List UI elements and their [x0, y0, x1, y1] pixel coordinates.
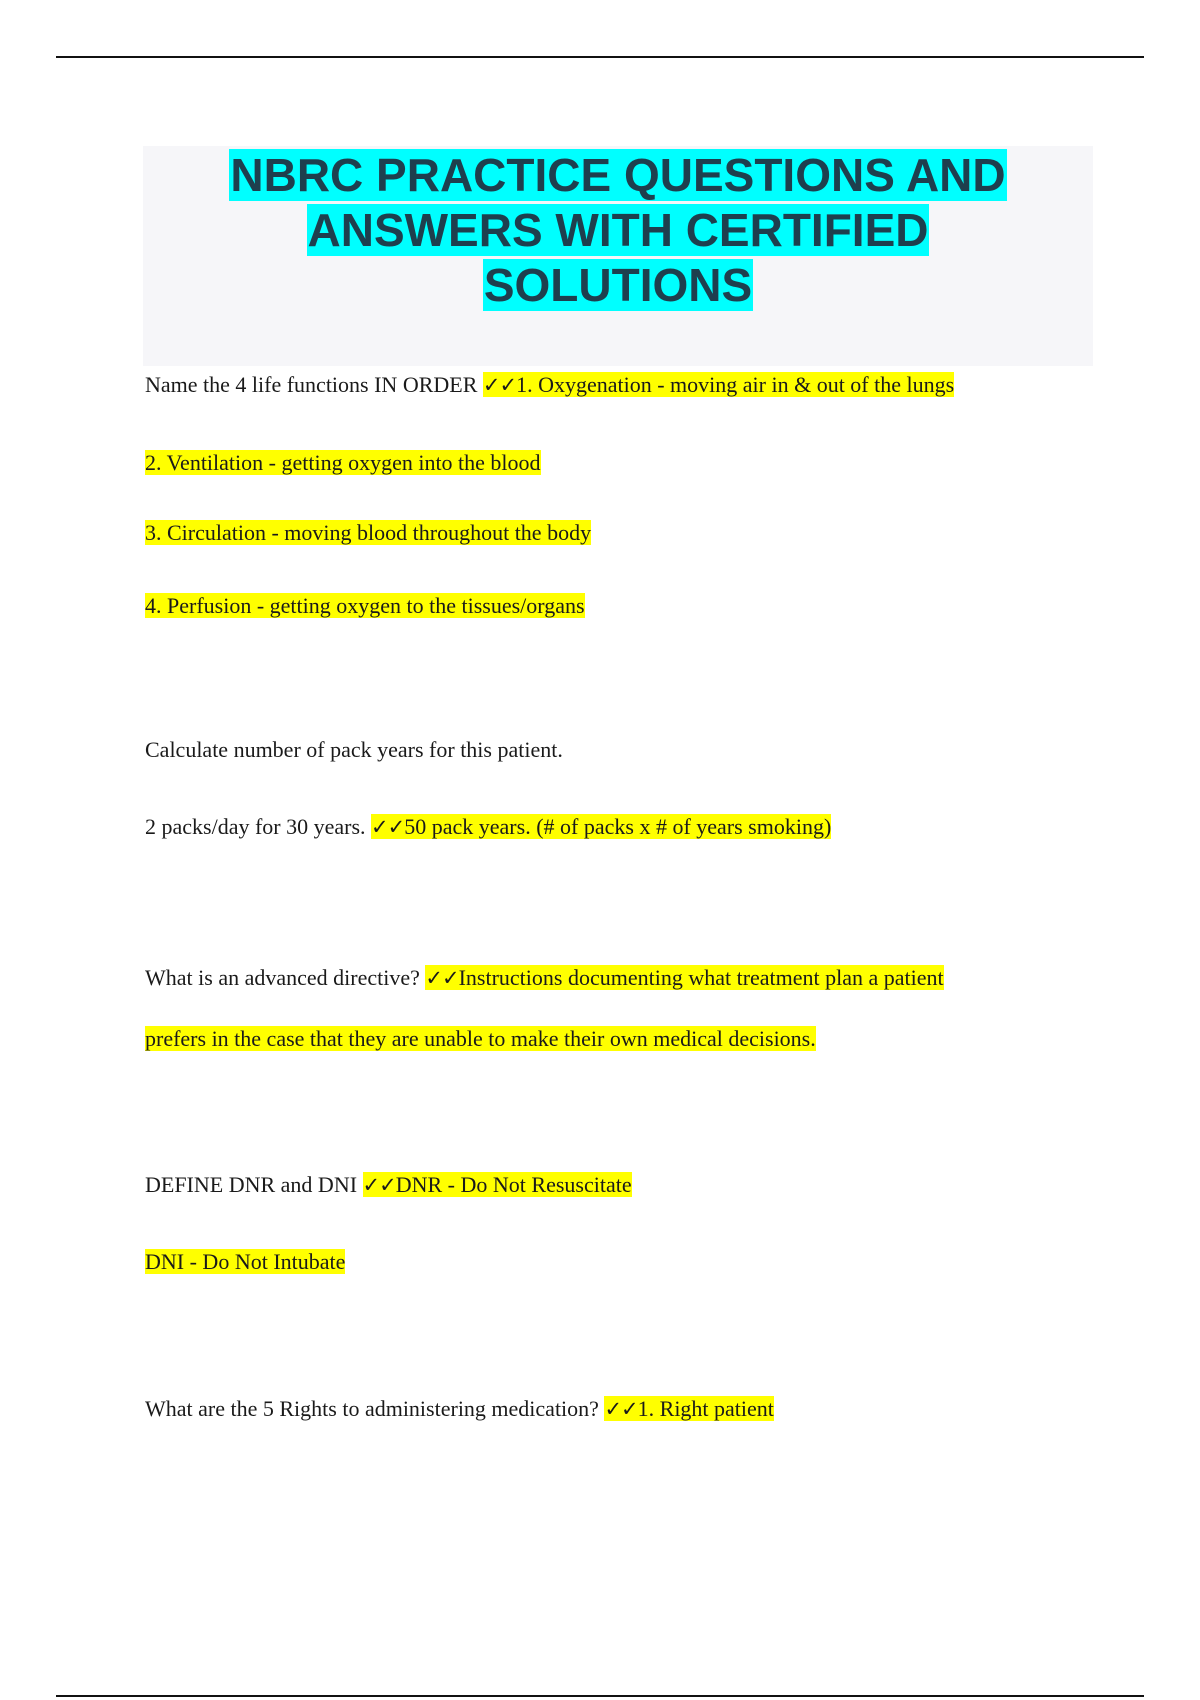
q2-question-1: Calculate number of pack years for this patient.: [145, 737, 563, 762]
q4-question: DEFINE DNR and DNI: [145, 1172, 358, 1197]
q2-line-2: [145, 812, 831, 842]
q3-answer-highlight: [425, 965, 943, 990]
title-line-2: ANSWERS WITH CERTIFIED: [307, 204, 929, 256]
q5-answer-1: 1. Right patient: [637, 1396, 774, 1421]
q1-answer-2: 2. Ventilation - getting oxygen into the blood: [145, 450, 541, 475]
q4-line: [145, 1170, 632, 1200]
check-mark-icon: ✓✓: [604, 1397, 638, 1421]
q1-answer-line-2: [145, 448, 541, 478]
title-banner: [143, 146, 1093, 366]
q3-answer-line-2: [145, 1024, 816, 1054]
q2-question-line-1: [145, 735, 563, 765]
q3-question: What is an advanced directive?: [145, 965, 420, 990]
q1-answer-line-3: [145, 518, 591, 548]
q1-question: Name the 4 life functions IN ORDER: [145, 372, 478, 397]
q5-question: What are the 5 Rights to administering medication?: [145, 1396, 599, 1421]
q1-answer-highlight: [483, 372, 954, 397]
title-line-3: SOLUTIONS: [483, 259, 753, 311]
q1-answer-line-4: [145, 591, 585, 621]
q4-answer-2: DNI - Do Not Intubate: [145, 1249, 346, 1274]
q1-answer-1: 1. Oxygenation - moving air in & out of the lungs: [516, 372, 955, 397]
q1-line: [145, 370, 954, 400]
q2-question-2: 2 packs/day for 30 years.: [145, 814, 366, 839]
title-line-1: NBRC PRACTICE QUESTIONS AND: [230, 149, 1006, 201]
check-mark-icon: ✓✓: [362, 1173, 396, 1197]
q2-answer-highlight: [371, 814, 831, 839]
q4-answer-line-2: [145, 1247, 345, 1277]
q1-answer-4: 4. Perfusion - getting oxygen to the tissues/organs: [145, 593, 585, 618]
check-mark-icon: ✓✓: [371, 815, 405, 839]
q3-answer-2: prefers in the case that they are unable to make their own medical decisions.: [145, 1026, 816, 1051]
q5-answer-highlight: [604, 1396, 773, 1421]
document-title: [143, 146, 1093, 313]
q2-answer: 50 pack years. (# of packs x # of years smoking): [404, 814, 832, 839]
footer-rule: [56, 1695, 1144, 1697]
q1-answer-3: 3. Circulation - moving blood throughout the body: [145, 520, 592, 545]
q4-answer-1: DNR - Do Not Resuscitate: [395, 1172, 632, 1197]
check-mark-icon: ✓✓: [482, 373, 517, 397]
q3-answer-1: Instructions documenting what treatment plan a patient: [458, 965, 944, 990]
check-mark-icon: ✓✓: [425, 966, 459, 990]
q4-answer-highlight: [363, 1172, 632, 1197]
q3-line: [145, 963, 944, 993]
header-rule: [56, 56, 1144, 58]
q5-line: [145, 1394, 774, 1424]
